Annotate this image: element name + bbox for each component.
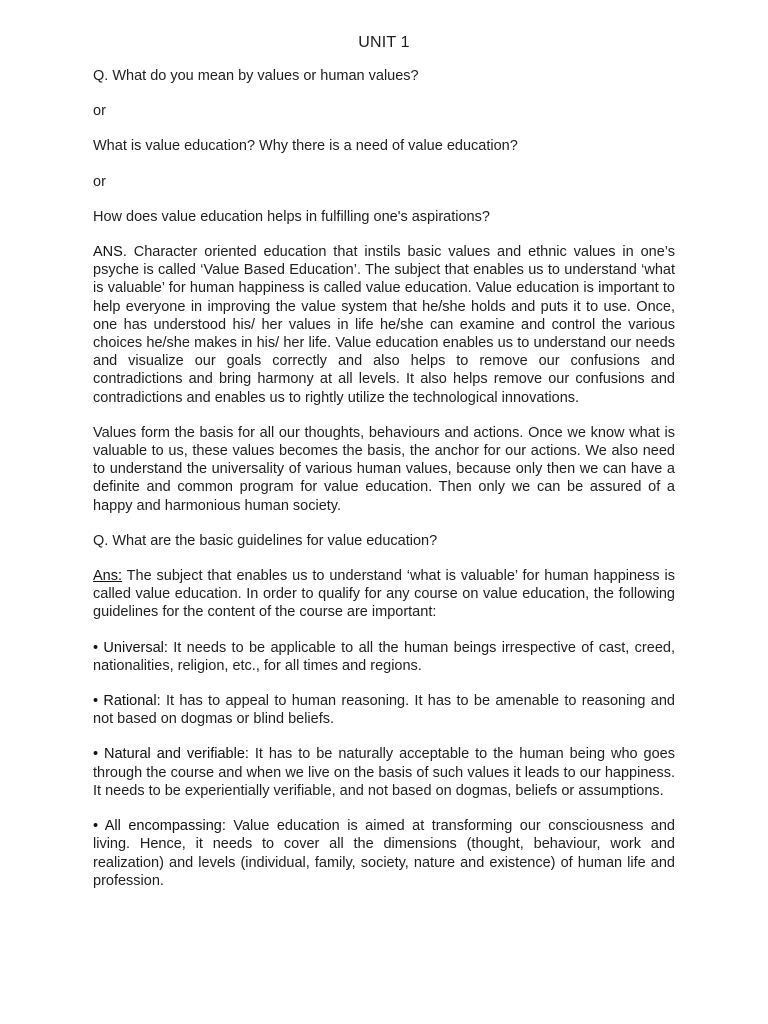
- question-3: How does value education helps in fulfilling one's aspirations?: [93, 208, 490, 225]
- guideline-universal: [93, 639, 675, 675]
- guideline-natural-verifiable: [93, 745, 675, 800]
- or-separator-2: or: [93, 173, 106, 190]
- answer-2-label: Ans:: [93, 568, 123, 585]
- guideline-rational: [93, 692, 675, 728]
- question-1: Q. What do you mean by values or human values?: [93, 68, 419, 84]
- answer-2: [93, 567, 675, 622]
- page-title: UNIT 1: [358, 34, 410, 51]
- document-page: [93, 32, 675, 907]
- guideline-all-encompassing: [93, 817, 675, 890]
- guideline-text: It has to be naturally acceptable to the human being who goes through the course and when we live on the basis of such values it leads to our happiness. It needs to be experientially verifiable, and not based on dogmas, beliefs or assumptions.: [93, 746, 675, 799]
- guideline-label: • Natural and verifiable:: [93, 746, 249, 763]
- guideline-label: • Universal:: [93, 639, 168, 656]
- question-4: Q. What are the basic guidelines for value education?: [93, 532, 438, 549]
- guideline-label: • Rational:: [93, 693, 161, 710]
- answer-1-paragraph-2: Values form the basis for all our thoughts, behaviours and actions. Once we know what is valuable to us, these values becomes the basis, the anchor for our actions. We also need to understand the universality of various human values, because only then we can have a definite and common program for value education. Then only we can be assured of a happy and harmonious human society.: [93, 424, 675, 514]
- answer-1-label: ANS.: [93, 244, 127, 261]
- or-separator-1: or: [93, 103, 106, 120]
- guideline-text: Value education is aimed at transforming our consciousness and living. Hence, it needs to cover all the dimensions (thought, behaviour, work and realization) and levels (individual, family, society, nature and existence) of human life and profession.: [93, 818, 675, 889]
- answer-1-text: Character oriented education that instils basic values and ethnic values in one’s psyche is called ‘Value Based Education’. The subject that enables us to understand ‘what is valuable’ for human happiness is called value education. Value education is important to help everyone in improving the value system that he/she holds and puts it to use. Once, one has understood his/ her values in life he/she can examine and control the various choices he/she makes in his/ her life. Value education enables us to understand our needs and visualize our goals correctly and also helps to remove our confusions and contradictions and bring harmony at all levels. It also helps remove our confusions and contradictions and enables us to rightly utilize the technological innovations.: [93, 244, 675, 406]
- guideline-text: It needs to be applicable to all the human beings irrespective of cast, creed, nationalities, religion, etc., for all times and regions.: [93, 639, 675, 674]
- question-2: What is value education? Why there is a need of value education?: [93, 138, 518, 155]
- answer-1: [93, 243, 675, 407]
- guideline-label: • All encompassing:: [93, 818, 226, 835]
- guideline-text: It has to appeal to human reasoning. It has to be amenable to reasoning and not based on dogmas or blind beliefs.: [93, 693, 675, 728]
- answer-2-text: The subject that enables us to understand ‘what is valuable’ for human happiness is called value education. In order to qualify for any course on value education, the following guidelines for the content of the course are important:: [93, 568, 675, 621]
